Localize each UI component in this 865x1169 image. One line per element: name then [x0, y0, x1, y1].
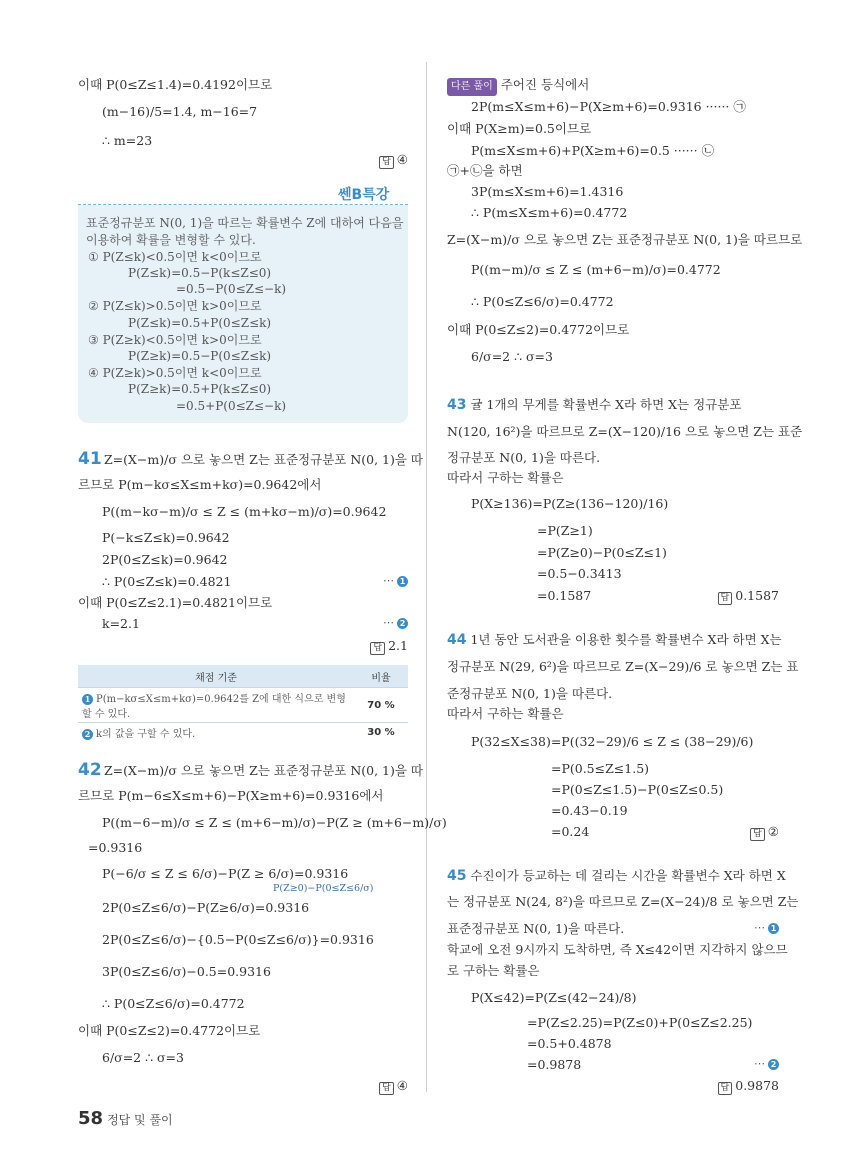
- solution-line: 6/σ=2 ∴ σ=3: [102, 1050, 184, 1065]
- solution-line: =P(0≤Z≤1.5)−P(0≤Z≤0.5): [551, 782, 724, 797]
- page-number: 58: [78, 1108, 104, 1129]
- grading-header-ratio: 비율: [354, 665, 408, 688]
- solution-line: 44 1년 동안 도서관을 이용한 횟수를 확률변수 X라 하면 X는: [447, 632, 782, 648]
- solution-line: 2P(0≤Z≤6/σ)−{0.5−P(0≤Z≤6/σ)}=0.9316: [102, 932, 374, 947]
- solution-line: 르므로 P(m−6≤X≤m+6)−P(X≥m+6)=0.9316에서: [78, 788, 384, 803]
- step-mark-1: ⋯ 1: [754, 921, 779, 934]
- answer-marker: 답 ④: [379, 152, 408, 169]
- problem-number-43: 43: [447, 397, 467, 413]
- solution-line: =P(Z≥1): [537, 523, 593, 538]
- solution-line: 2P(0≤Z≤k)=0.9642: [102, 552, 228, 567]
- solution-line: 정규분포 N(0, 1)을 따른다.: [447, 450, 601, 465]
- equation-line: ∴ m=23: [102, 133, 153, 148]
- tip-line: =0.5+P(0≤Z≤−k): [176, 399, 287, 413]
- page-footer: [78, 1108, 173, 1129]
- alt-solution-line: 2P(m≤X≤m+6)−P(X≥m+6)=0.9316 ······ ㉠: [471, 99, 746, 114]
- solution-line: 르므로 P(m−kσ≤X≤m+kσ)=0.9642에서: [78, 477, 322, 492]
- grading-header-criterion: 채점 기준: [78, 665, 354, 688]
- tip-line: ③ P(Z≥k)<0.5이면 k>0이므로: [88, 333, 262, 347]
- answer-marker: 답 ②: [750, 824, 779, 841]
- answer-marker: 답 2.1: [370, 638, 408, 655]
- solution-line: 이때 P(0≤Z≤2.1)=0.4821이므로: [78, 595, 273, 610]
- solution-line: 45 수진이가 등교하는 데 걸리는 시간을 확률변수 X라 하면 X: [447, 868, 786, 884]
- grading-ratio: 70 %: [354, 688, 408, 723]
- solution-line: 로 구하는 확률은: [447, 963, 540, 978]
- solution-line: 따라서 구하는 확률은: [447, 470, 564, 485]
- step-mark-2: ⋯ 2: [754, 1057, 779, 1070]
- solution-line: P(−6/σ ≤ Z ≤ 6/σ)−P(Z ≥ 6/σ)=0.9316: [102, 866, 349, 881]
- alt-solution-line: ∴ P(m≤X≤m+6)=0.4772: [471, 205, 628, 220]
- solution-line: Z=(X−m)/σ 으로 놓으면 Z는 표준정규분포 N(0, 1)을 따: [104, 763, 424, 778]
- solution-line: 이때 P(0≤Z≤2)=0.4772이므로: [78, 1023, 261, 1038]
- tip-box: [78, 205, 408, 423]
- solution-line: =P(Z≥0)−P(0≤Z≤1): [537, 545, 667, 560]
- solution-line: 는 정규분포 N(24, 8²)을 따르므로 Z=(X−24)/8 로 놓으면 Z는: [447, 894, 799, 909]
- solution-line: 학교에 오전 9시까지 도착하면, 즉 X≤42이면 지각하지 않으므: [447, 942, 788, 957]
- solution-line: P(X≥136)=P(Z≥(136−120)/16): [471, 496, 669, 511]
- alt-solution-line: 3P(m≤X≤m+6)=1.4316: [471, 184, 624, 199]
- alt-solution-line: 6/σ=2 ∴ σ=3: [471, 349, 553, 364]
- tip-line: P(Z≤k)=0.5+P(0≤Z≤k): [128, 316, 272, 330]
- solution-line: P((m−kσ−m)/σ ≤ Z ≤ (m+kσ−m)/σ)=0.9642: [102, 504, 387, 519]
- solution-line: 43 귤 1개의 무게를 확률변수 X라 하면 X는 정규분포: [447, 397, 742, 413]
- equation-line: (m−16)/5=1.4, m−16=7: [102, 104, 258, 119]
- solution-line: P((m−6−m)/σ ≤ Z ≤ (m+6−m)/σ)−P(Z ≥ (m+6−m)/σ): [102, 815, 447, 830]
- solution-line: k=2.1: [102, 616, 140, 631]
- tip-line: ① P(Z≤k)<0.5이면 k<0이므로: [88, 250, 262, 264]
- tip-line: ② P(Z≤k)>0.5이면 k>0이므로: [88, 299, 262, 313]
- solution-line: 정규분포 N(29, 6²)을 따르므로 Z=(X−29)/6 로 놓으면 Z는 표: [447, 659, 799, 674]
- answer-marker: 답 0.1587: [718, 588, 779, 605]
- solution-line: =0.9316: [88, 840, 143, 855]
- solution-line: P(X≤42)=P(Z≤(42−24)/8): [471, 990, 637, 1005]
- table-row: [78, 723, 408, 743]
- problem-number-44: 44: [447, 632, 467, 648]
- problem-number-42: 42: [78, 760, 102, 780]
- solution-line: =0.9878: [527, 1057, 582, 1072]
- problem-number-45: 45: [447, 868, 467, 884]
- tip-line: ④ P(Z≥k)>0.5이면 k<0이므로: [88, 366, 262, 380]
- solution-line: =0.24: [551, 824, 590, 839]
- grading-criterion: 2 k의 값을 구할 수 있다.: [78, 723, 354, 743]
- solution-line: N(120, 16²)을 따르므로 Z=(X−120)/16 으로 놓으면 Z는 표준: [447, 424, 803, 439]
- footer-title: 정답 및 풀이: [107, 1113, 173, 1127]
- alt-solution-badge: 다른 풀이: [447, 78, 497, 96]
- table-row: [78, 688, 408, 723]
- tip-title: 쎈B특강: [338, 187, 390, 203]
- alt-solution-line: P((m−m)/σ ≤ Z ≤ (m+6−m)/σ)=0.4772: [471, 262, 721, 277]
- solution-line: ∴ P(0≤Z≤6/σ)=0.4772: [102, 996, 245, 1011]
- solution-line: =0.5+0.4878: [527, 1036, 612, 1051]
- solution-line: 표준정규분포 N(0, 1)을 따른다.: [447, 921, 625, 936]
- grading-ratio: 30 %: [354, 723, 408, 743]
- solution-line: 2P(0≤Z≤6/σ)−P(Z≥6/σ)=0.9316: [102, 900, 310, 915]
- grading-criterion: 1 P(m−kσ≤X≤m+kσ)=0.9642를 Z에 대한 식으로 변형할 수 있다.: [78, 688, 354, 723]
- annotation-note: P(Z≥0)−P(0≤Z≤6/σ): [273, 883, 374, 894]
- alt-solution-line: 이때 P(0≤Z≤2)=0.4772이므로: [447, 322, 630, 337]
- answer-marker: 답 0.9878: [718, 1078, 779, 1095]
- alt-solution-line: 다른 풀이 주어진 등식에서: [447, 77, 589, 96]
- tip-line: 표준정규분포 N(0, 1)을 따르는 확률변수 Z에 대하여 다음을: [86, 216, 404, 230]
- step-mark-2: ⋯ 2: [383, 616, 408, 629]
- tip-line: =0.5−P(0≤Z≤−k): [176, 282, 287, 296]
- alt-solution-line: 이때 P(X≥m)=0.5이므로: [447, 121, 592, 136]
- grading-table: [78, 665, 408, 742]
- tip-line: 이용하여 확률을 변형할 수 있다.: [86, 233, 256, 247]
- tip-line: P(Z≥k)=0.5−P(0≤Z≤k): [128, 349, 272, 363]
- text-line: 이때 P(0≤Z≤1.4)=0.4192이므로: [78, 77, 273, 92]
- answer-marker: 답 ④: [379, 1078, 408, 1095]
- solution-line: P(32≤X≤38)=P((32−29)/6 ≤ Z ≤ (38−29)/6): [471, 734, 754, 749]
- solution-line: =0.43−0.19: [551, 803, 628, 818]
- solution-line: ∴ P(0≤Z≤k)=0.4821: [102, 574, 232, 589]
- column-divider: [426, 62, 427, 1092]
- solution-line: 준정규분포 N(0, 1)을 따른다.: [447, 686, 613, 701]
- solution-line: =P(0.5≤Z≤1.5): [551, 761, 650, 776]
- solution-line: =0.1587: [537, 588, 592, 603]
- step-mark-1: ⋯ 1: [383, 574, 408, 587]
- alt-solution-line: ㉠+㉡을 하면: [447, 163, 523, 178]
- solution-line: =P(Z≤2.25)=P(Z≤0)+P(0≤Z≤2.25): [527, 1015, 753, 1030]
- solution-line: 3P(0≤Z≤6/σ)−0.5=0.9316: [102, 964, 271, 979]
- alt-solution-line: P(m≤X≤m+6)+P(X≥m+6)=0.5 ······ ㉡: [471, 143, 715, 158]
- solution-line: =0.5−0.3413: [537, 566, 622, 581]
- solution-line: P(−k≤Z≤k)=0.9642: [102, 530, 230, 545]
- solution-line: 따라서 구하는 확률은: [447, 706, 564, 721]
- alt-solution-line: ∴ P(0≤Z≤6/σ)=0.4772: [471, 294, 614, 309]
- problem-number-41: 41: [78, 449, 102, 469]
- alt-solution-line: Z=(X−m)/σ 으로 놓으면 Z는 표준정규분포 N(0, 1)을 따르므로: [447, 232, 803, 247]
- solution-line: Z=(X−m)/σ 으로 놓으면 Z는 표준정규분포 N(0, 1)을 따: [104, 452, 424, 467]
- tip-line: P(Z≤k)=0.5−P(k≤Z≤0): [128, 266, 272, 280]
- tip-line: P(Z≥k)=0.5+P(k≤Z≤0): [128, 382, 272, 396]
